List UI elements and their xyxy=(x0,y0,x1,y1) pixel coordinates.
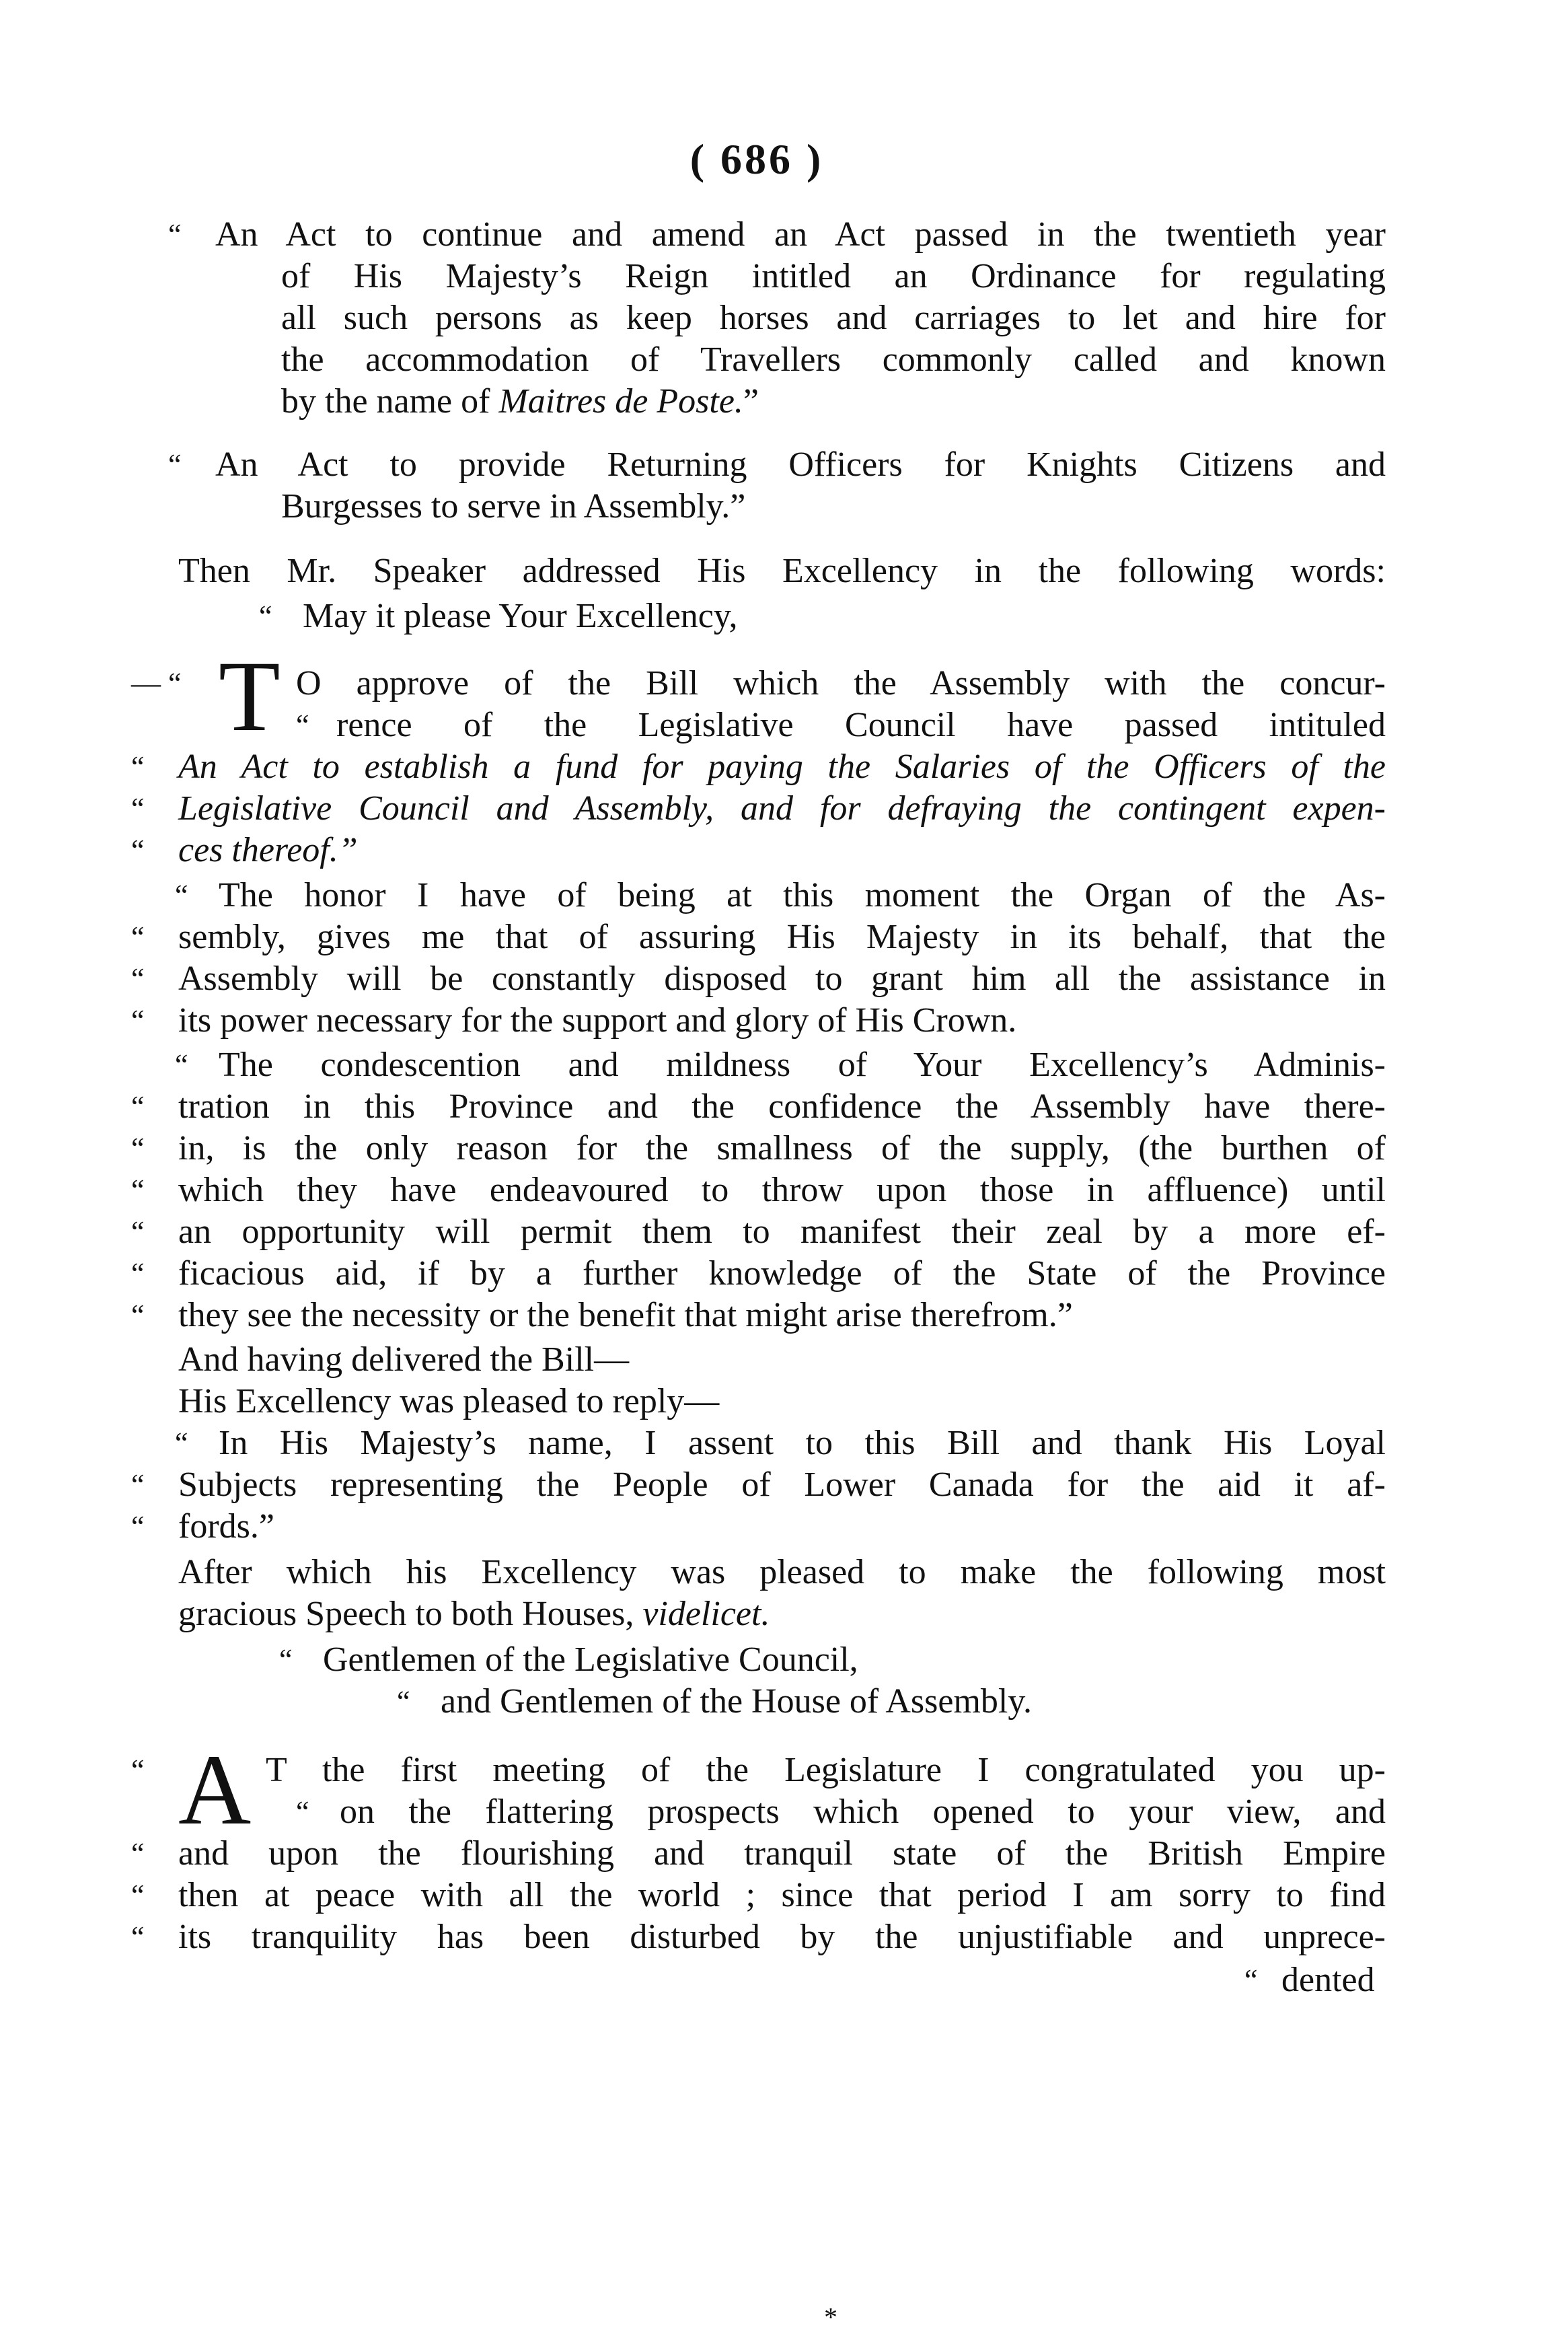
text-line: and upon the flourishing and tranquil state of the British Empire xyxy=(178,1834,1386,1873)
text-line: Burgesses to serve in Assembly.” xyxy=(281,487,746,526)
footer-mark: * xyxy=(824,2302,837,2332)
text-segment: ” xyxy=(743,382,759,421)
quote-mark: “ xyxy=(131,792,145,825)
text-line: they see the necessity or the benefit that might arise therefrom.” xyxy=(178,1296,1073,1334)
quote-mark: “ xyxy=(131,962,145,995)
text-line: After which his Excellency was pleased to make the following most xyxy=(178,1553,1386,1591)
text-line: O approve of the Bill which the Assembly with the concur- xyxy=(296,664,1386,702)
text-line: its power necessary for the support and glory of His Crown. xyxy=(178,1001,1017,1040)
text-line xyxy=(178,1593,770,1635)
quote-mark: “ xyxy=(131,1510,145,1543)
quote-mark: “ xyxy=(168,448,182,481)
quote-mark: “ xyxy=(279,1643,293,1676)
text-line: ficacious aid, if by a further knowledge of the State of the Province xyxy=(178,1254,1386,1293)
text-line: tration in this Province and the confidence the Assembly have there- xyxy=(178,1087,1386,1126)
text-line: on the flattering prospects which opened to your view, and xyxy=(340,1793,1386,1831)
italic-term: Maitres de Poste. xyxy=(498,382,743,421)
salutation: and Gentlemen of the House of Assembly. xyxy=(441,1682,1032,1721)
quote-mark: “ xyxy=(131,1257,145,1290)
text-line: of His Majesty’s Reign intitled an Ordinance for regulating xyxy=(281,257,1386,295)
quote-mark: “ xyxy=(131,750,145,783)
text-segment: by the name of xyxy=(281,382,499,421)
text-line: the accommodation of Travellers commonly called and known xyxy=(281,340,1386,379)
text-line: fords.” xyxy=(178,1507,274,1546)
quote-mark: “ xyxy=(131,920,145,953)
text-line: An Act to continue and amend an Act passed in the twentieth year xyxy=(215,215,1386,254)
quote-mark: “ xyxy=(296,709,309,742)
text-line: which they have endeavoured to throw upon those in affluence) until xyxy=(178,1171,1386,1209)
text-line: In His Majesty’s name, I assent to this Bill and thank His Loyal xyxy=(219,1424,1386,1462)
text-line: The honor I have of being at this moment the Organ of the As- xyxy=(219,876,1386,914)
text-line: His Excellency was pleased to reply— xyxy=(178,1382,720,1420)
dash: — xyxy=(131,667,161,700)
text-line: then at peace with all the world ; since that period I am sorry to find xyxy=(178,1876,1386,1914)
italic-term: videlicet. xyxy=(642,1595,770,1633)
quote-mark: “ xyxy=(131,1173,145,1206)
quote-mark: “ xyxy=(131,1132,145,1165)
quote-mark: “ xyxy=(131,834,145,867)
quote-mark: “ xyxy=(131,1920,145,1953)
quote-mark: “ xyxy=(168,667,182,700)
quote-mark: “ xyxy=(1244,1963,1258,1996)
text-line: T the first meeting of the Legislature I congratulated you up- xyxy=(266,1751,1386,1789)
quote-mark: “ xyxy=(131,1754,145,1786)
text-segment: gracious Speech to both Houses, xyxy=(178,1595,643,1633)
catchword: dented xyxy=(1281,1961,1375,1999)
text-line: Then Mr. Speaker addressed His Excellency in the following words: xyxy=(178,552,1386,590)
drop-cap: A xyxy=(178,1734,252,1846)
text-line: an opportunity will permit them to manifest their zeal by a more ef- xyxy=(178,1213,1386,1251)
page-number: ( 686 ) xyxy=(689,135,824,183)
text-line xyxy=(281,381,759,423)
salutation: May it please Your Excellency, xyxy=(303,597,738,635)
quote-mark: “ xyxy=(397,1685,410,1718)
quote-mark: “ xyxy=(131,1837,145,1870)
italic-line: ces thereof.” xyxy=(178,831,358,869)
text-line: rence of the Legislative Council have passed intituled xyxy=(336,706,1386,744)
quote-mark: “ xyxy=(131,1215,145,1248)
text-line: The condescention and mildness of Your Excellency’s Adminis- xyxy=(219,1046,1386,1084)
text-line: Assembly will be constantly disposed to grant him all the assistance in xyxy=(178,960,1386,998)
italic-line: An Act to establish a fund for paying the Salaries of the Officers of the xyxy=(178,748,1386,786)
salutation: Gentlemen of the Legislative Council, xyxy=(323,1640,858,1679)
quote-mark: “ xyxy=(131,1090,145,1123)
text-line: sembly, gives me that of assuring His Majesty in its behalf, that the xyxy=(178,918,1386,956)
quote-mark: “ xyxy=(131,1299,145,1332)
text-line: Subjects representing the People of Lower Canada for the aid it af- xyxy=(178,1466,1386,1504)
quote-mark: “ xyxy=(131,1879,145,1912)
text-line: all such persons as keep horses and carriages to let and hire for xyxy=(281,299,1386,337)
text-line: its tranquility has been disturbed by the unjustifiable and unprece- xyxy=(178,1918,1386,1956)
text-line: And having delivered the Bill— xyxy=(178,1340,630,1379)
quote-mark: “ xyxy=(131,1468,145,1501)
quote-mark: “ xyxy=(168,218,182,251)
quote-mark: “ xyxy=(175,1048,188,1081)
quote-mark: “ xyxy=(175,879,188,912)
quote-mark: “ xyxy=(296,1795,309,1828)
text-line: An Act to provide Returning Officers for Knights Citizens and xyxy=(215,445,1386,484)
drop-cap: T xyxy=(219,641,281,752)
quote-mark: “ xyxy=(175,1426,188,1459)
quote-mark: “ xyxy=(259,600,272,633)
italic-line: Legislative Council and Assembly, and for defraying the contingent expen- xyxy=(178,789,1386,828)
quote-mark: “ xyxy=(131,1004,145,1037)
text-line: in, is the only reason for the smallness of the supply, (the burthen of xyxy=(178,1129,1386,1167)
